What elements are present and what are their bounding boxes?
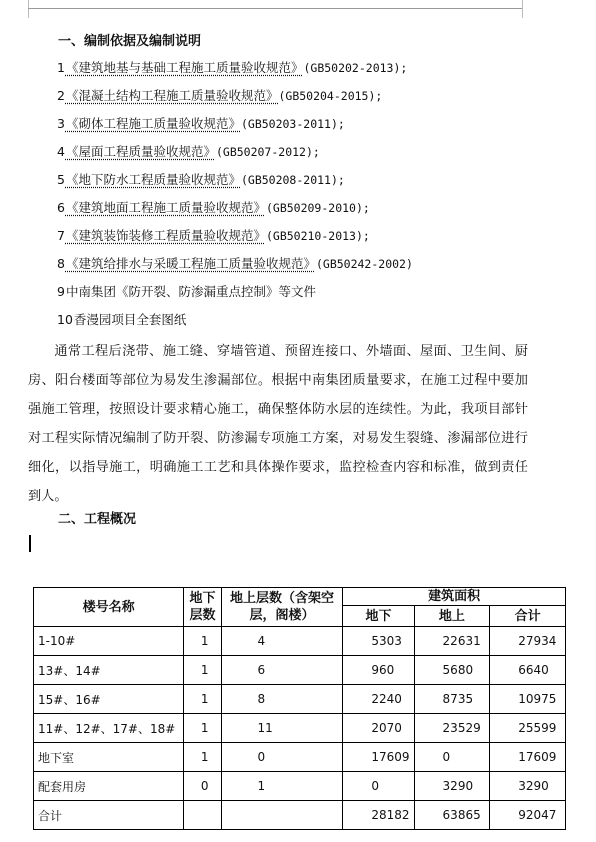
reference-code: (GB50208-2011); [240, 173, 345, 187]
header-area-below: 地下 [343, 606, 414, 627]
reference-item [57, 226, 413, 254]
reference-list [57, 58, 413, 338]
header-area-total: 合计 [490, 606, 566, 627]
reference-title: 《屋面工程质量验收规范》 [65, 144, 216, 159]
cell-area-above: 23529 [414, 714, 490, 743]
table-row [34, 685, 566, 714]
table-header-row [34, 588, 566, 606]
table-total-row [34, 801, 566, 830]
cell-above-floors: 4 [221, 627, 343, 656]
header-building-name: 楼号名称 [34, 588, 184, 627]
header-area-above: 地上 [414, 606, 490, 627]
project-overview-table [33, 587, 566, 830]
table-row [34, 656, 566, 685]
reference-title: 《建筑装饰装修工程质量验收规范》 [65, 228, 266, 243]
reference-code: (GB50204-2015); [278, 89, 383, 103]
cell-basement-floors: 1 [184, 743, 221, 772]
reference-code: (GB50207-2012); [215, 145, 320, 159]
table-row [34, 714, 566, 743]
cell-above-floors [221, 801, 343, 830]
cell-building-name: 地下室 [34, 743, 184, 772]
cell-building-name: 合计 [34, 801, 184, 830]
cell-area-below: 2240 [343, 685, 414, 714]
cell-area-above: 63865 [414, 801, 490, 830]
table-row [34, 772, 566, 801]
cell-area-below: 17609 [343, 743, 414, 772]
reference-item [57, 310, 413, 338]
reference-number: 6 [57, 200, 65, 215]
cell-building-name: 15#、16# [34, 685, 184, 714]
reference-item [57, 58, 413, 86]
reference-item [57, 198, 413, 226]
cell-area-below: 5303 [343, 627, 414, 656]
header-above-floors: 地上层数（含架空层，阁楼） [221, 588, 343, 627]
reference-code: (GB50210-2013); [265, 229, 370, 243]
cell-area-below: 28182 [343, 801, 414, 830]
reference-number: 9 [57, 284, 65, 299]
cell-area-total: 3290 [490, 772, 566, 801]
table-row [34, 627, 566, 656]
reference-item [57, 170, 413, 198]
cell-basement-floors: 1 [184, 656, 221, 685]
page-margin-right [522, 0, 523, 18]
cell-basement-floors: 1 [184, 714, 221, 743]
cell-area-below: 0 [343, 772, 414, 801]
reference-item [57, 86, 413, 114]
reference-number: 1 [57, 60, 65, 75]
reference-title: 《砌体工程施工质量验收规范》 [65, 116, 241, 131]
header-basement-floors: 地下层数 [184, 588, 221, 627]
cell-area-below: 2070 [343, 714, 414, 743]
cell-area-total: 6640 [490, 656, 566, 685]
reference-number: 3 [57, 116, 65, 131]
cell-basement-floors [184, 801, 221, 830]
reference-number: 7 [57, 228, 65, 243]
reference-code: (GB50242-2002) [315, 257, 413, 271]
body-paragraph: 通常工程后浇带、施工缝、穿墙管道、预留连接口、外墙面、屋面、卫生间、厨房、阳台楼面等部位为易发生渗漏部位。根据中南集团质量要求，在施工过程中要加强施工管理，按照设计要求精心施工，确保整体防水层的连续性。为此，我项目部针对工程实际情况编制了防开裂、防渗漏专项施工方案，对易发生裂缝、渗漏部位进行细化，以指导施工，明确施工工艺和具体操作要求，监控检查内容和标准，做到责任到人。 [28, 344, 528, 504]
section-heading-overview: 二、工程概况 [58, 512, 137, 527]
reference-number: 10 [57, 312, 73, 327]
header-building-area: 建筑面积 [343, 588, 566, 606]
text-cursor [29, 535, 31, 552]
cell-building-name: 配套用房 [34, 772, 184, 801]
reference-title: 香漫园项目全套图纸 [73, 312, 187, 327]
reference-code: (GB50202-2013); [303, 61, 408, 75]
cell-area-above: 3290 [414, 772, 490, 801]
cell-basement-floors: 1 [184, 627, 221, 656]
cell-building-name: 13#、14# [34, 656, 184, 685]
cell-area-above: 22631 [414, 627, 490, 656]
cell-area-total: 25599 [490, 714, 566, 743]
section-heading-basis: 一、编制依据及编制说明 [58, 34, 202, 49]
reference-title: 《地下防水工程质量验收规范》 [65, 172, 241, 187]
reference-title: 《建筑地基与基础工程施工质量验收规范》 [65, 60, 304, 75]
cell-area-above: 0 [414, 743, 490, 772]
cell-above-floors: 0 [221, 743, 343, 772]
cell-area-total: 10975 [490, 685, 566, 714]
cell-above-floors: 8 [221, 685, 343, 714]
cell-area-above: 5680 [414, 656, 490, 685]
reference-number: 2 [57, 88, 65, 103]
reference-code: (GB50203-2011); [240, 117, 345, 131]
page-margin-left [28, 0, 29, 18]
cell-area-above: 8735 [414, 685, 490, 714]
reference-item [57, 254, 413, 282]
reference-title: 中南集团《防开裂、防渗漏重点控制》等文件 [65, 284, 316, 299]
reference-title: 《建筑地面工程施工质量验收规范》 [65, 200, 266, 215]
cell-building-name: 1-10# [34, 627, 184, 656]
reference-item [57, 282, 413, 310]
cell-area-total: 92047 [490, 801, 566, 830]
table-row [34, 743, 566, 772]
reference-number: 8 [57, 256, 65, 271]
reference-number: 5 [57, 172, 65, 187]
reference-item [57, 142, 413, 170]
cell-basement-floors: 1 [184, 685, 221, 714]
reference-item [57, 114, 413, 142]
cell-building-name: 11#、12#、17#、18# [34, 714, 184, 743]
reference-title: 《混凝土结构工程施工质量验收规范》 [65, 88, 279, 103]
header-rule [28, 8, 522, 9]
cell-above-floors: 1 [221, 772, 343, 801]
reference-title: 《建筑给排水与采暖工程施工质量验收规范》 [65, 256, 316, 271]
reference-number: 4 [57, 144, 65, 159]
cell-above-floors: 11 [221, 714, 343, 743]
cell-basement-floors: 0 [184, 772, 221, 801]
reference-code: (GB50209-2010); [265, 201, 370, 215]
cell-above-floors: 6 [221, 656, 343, 685]
cell-area-total: 27934 [490, 627, 566, 656]
cell-area-total: 17609 [490, 743, 566, 772]
cell-area-below: 960 [343, 656, 414, 685]
